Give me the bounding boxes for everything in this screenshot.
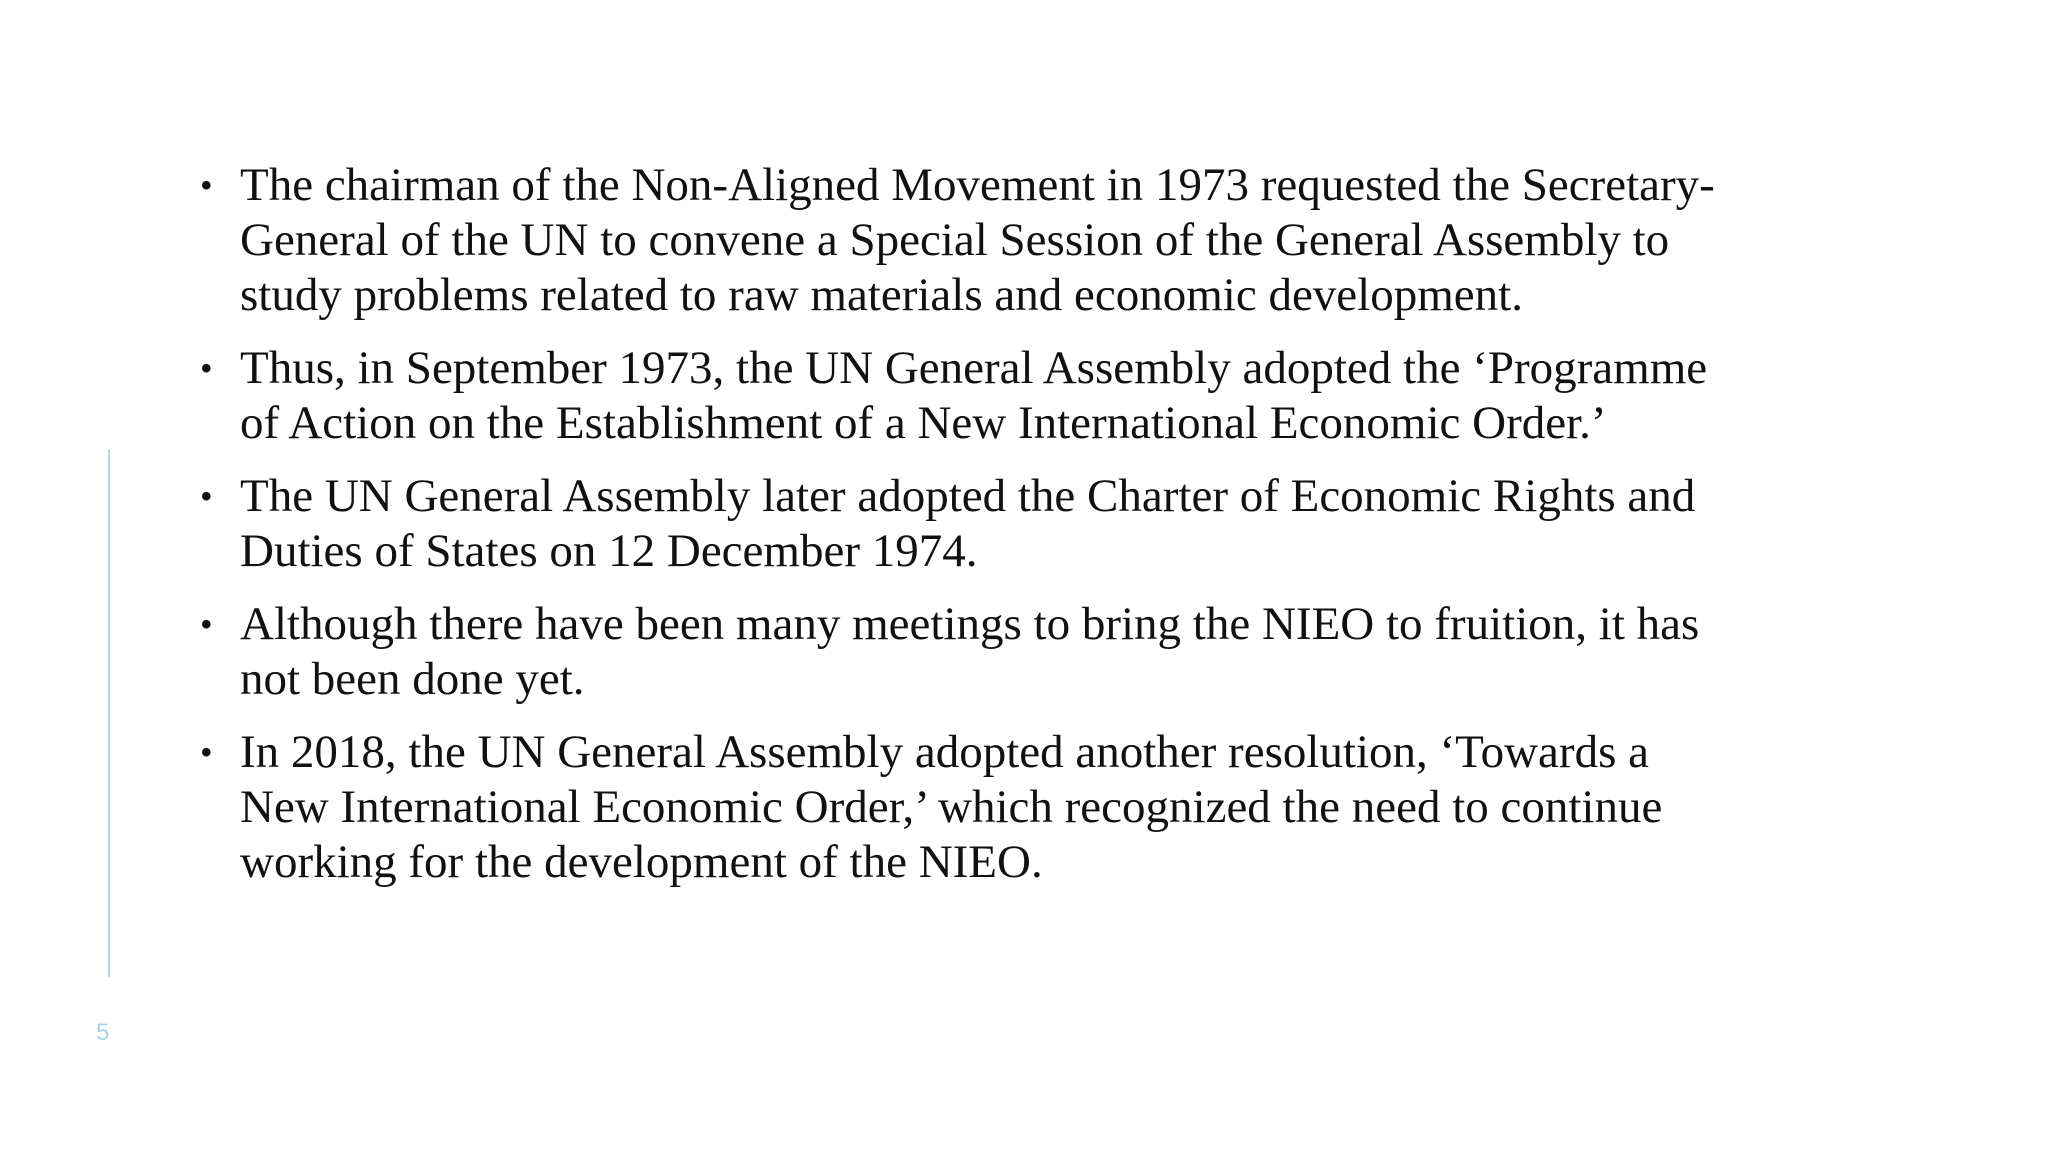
accent-line	[108, 450, 110, 977]
page-number: 5	[96, 1019, 110, 1046]
bullet-line: not been done yet.	[240, 653, 585, 705]
bullet-line: The chairman of the Non-Aligned Movement in 1973 requested the Secretary-	[240, 159, 1715, 211]
bullet-line: study problems related to raw materials and economic development.	[240, 269, 1523, 321]
bullet-item	[200, 469, 1900, 579]
bullet-line: New International Economic Order,’ which recognized the need to continue	[240, 781, 1663, 833]
bullet-line: working for the development of the NIEO.	[240, 836, 1043, 888]
bullet-line: of Action on the Establishment of a New International Economic Order.’	[240, 397, 1607, 449]
bullet-line: Thus, in September 1973, the UN General Assembly adopted the ‘Programme	[240, 342, 1708, 394]
bullet-point-icon: •	[200, 732, 213, 772]
bullet-line: Duties of States on 12 December 1974.	[240, 525, 978, 577]
bullet-list	[200, 158, 1900, 908]
bullet-item	[200, 725, 1900, 890]
bullet-point-icon: •	[200, 165, 213, 205]
bullet-item	[200, 597, 1900, 707]
bullet-item	[200, 158, 1900, 323]
bullet-line: Although there have been many meetings to bring the NIEO to fruition, it has	[240, 598, 1700, 650]
bullet-point-icon: •	[200, 348, 213, 388]
bullet-line: The UN General Assembly later adopted the Charter of Economic Rights and	[240, 470, 1696, 522]
bullet-point-icon: •	[200, 476, 213, 516]
bullet-line: In 2018, the UN General Assembly adopted another resolution, ‘Towards a	[240, 726, 1649, 778]
bullet-point-icon: •	[200, 604, 213, 644]
bullet-item	[200, 341, 1900, 451]
bullet-line: General of the UN to convene a Special Session of the General Assembly to	[240, 214, 1670, 266]
